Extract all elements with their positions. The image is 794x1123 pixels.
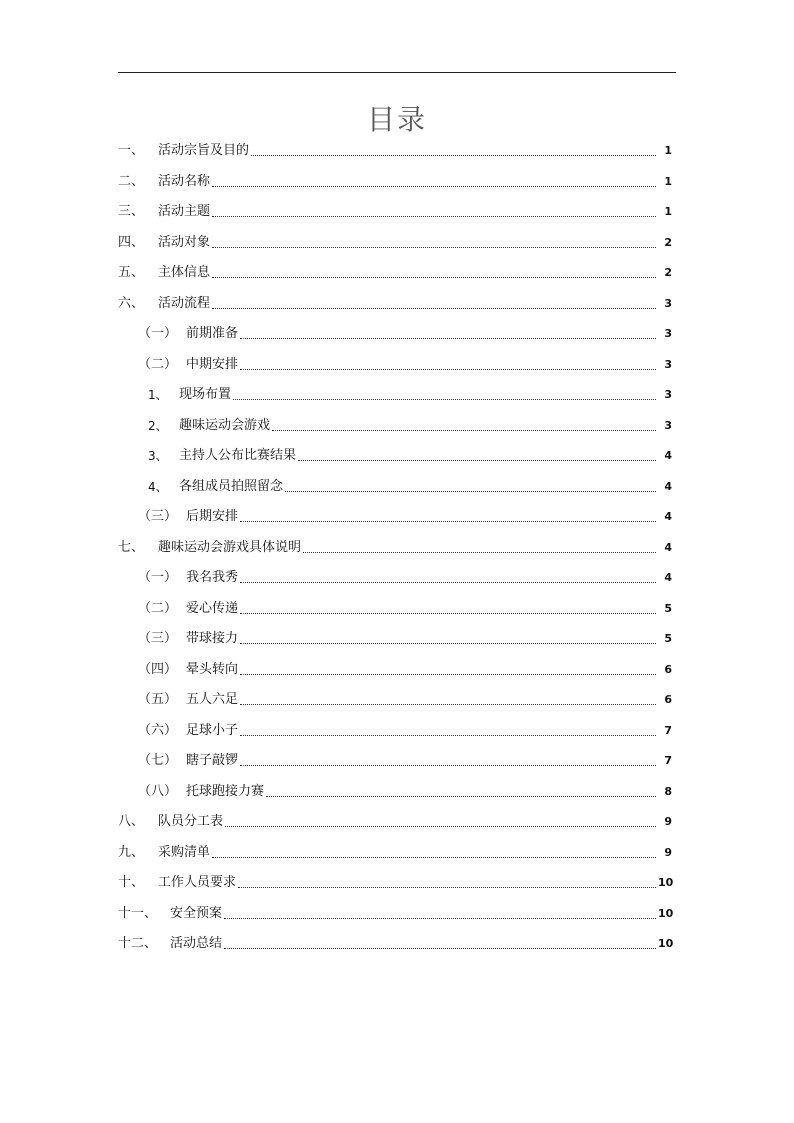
toc-entry-number: 六、 <box>118 295 145 311</box>
toc-entry-number: 4、 <box>148 479 168 494</box>
toc-entry-page-number: 3 <box>664 296 672 310</box>
toc-dot-leader <box>251 155 656 156</box>
toc-entry-label: 活动名称 <box>158 173 211 189</box>
toc-entry-page-number: 5 <box>664 632 672 645</box>
toc-entry-label: 采购清单 <box>158 844 211 860</box>
toc-entry-number: （六） <box>138 722 178 738</box>
toc-dot-leader <box>240 765 656 766</box>
toc-entry-number: 十二、 <box>118 936 158 951</box>
toc-entry[interactable] <box>0 655 794 679</box>
toc-entry-page-number: 9 <box>664 845 672 859</box>
toc-entry-number: （二） <box>138 356 178 372</box>
toc-entry-label: 前期准备 <box>186 326 239 341</box>
toc-entry-number: （一） <box>138 326 178 341</box>
toc-entry[interactable] <box>0 838 794 862</box>
toc-entry-number: 三、 <box>118 204 145 219</box>
toc-entry[interactable] <box>0 136 794 160</box>
toc-entry[interactable] <box>0 197 794 221</box>
toc-entry-number: 十、 <box>118 875 145 890</box>
toc-entry-page-number: 4 <box>664 449 672 462</box>
toc-entry-label: 安全预案 <box>170 905 223 921</box>
toc-entry-page-number: 2 <box>664 266 672 279</box>
toc-entry-number: 十一、 <box>118 905 158 921</box>
toc-entry-page-number: 4 <box>664 571 672 584</box>
toc-entry-number: 二、 <box>118 173 145 189</box>
toc-entry-page-number: 4 <box>664 479 672 493</box>
toc-dot-leader <box>224 948 656 949</box>
toc-dot-leader <box>212 857 656 858</box>
toc-entry-number: （五） <box>138 692 178 707</box>
toc-dot-leader <box>240 613 656 614</box>
toc-entry-label: 我名我秀 <box>186 570 239 585</box>
toc-entry[interactable] <box>0 685 794 709</box>
toc-entry[interactable] <box>0 716 794 740</box>
toc-entry-number: （三） <box>138 509 178 524</box>
toc-entry-number: 一、 <box>118 143 145 158</box>
toc-entry[interactable] <box>0 563 794 587</box>
toc-entry[interactable] <box>0 594 794 618</box>
toc-entry-number: 3、 <box>148 449 168 463</box>
toc-entry-number: 八、 <box>118 814 145 829</box>
toc-entry[interactable] <box>0 380 794 404</box>
toc-entry-label: 托球跑接力赛 <box>186 783 265 799</box>
toc-entry[interactable] <box>0 899 794 923</box>
toc-dot-leader <box>266 796 656 797</box>
toc-entry-label: 工作人员要求 <box>158 875 237 890</box>
toc-dot-leader <box>303 552 656 553</box>
toc-entry-page-number: 7 <box>664 754 672 767</box>
toc-entry-number: （八） <box>138 783 178 799</box>
toc-dot-leader <box>240 674 656 675</box>
toc-dot-leader <box>240 521 656 522</box>
toc-entry-page-number: 3 <box>664 357 672 371</box>
toc-entry-page-number: 4 <box>664 540 672 554</box>
toc-entry-page-number: 9 <box>664 815 672 828</box>
toc-entry[interactable] <box>0 533 794 557</box>
toc-dot-leader <box>238 887 656 888</box>
toc-dot-leader <box>212 186 656 187</box>
toc-entry-label: 主持人公布比赛结果 <box>179 448 297 463</box>
toc-entry-page-number: 1 <box>664 174 672 188</box>
toc-entry-page-number: 7 <box>664 723 672 737</box>
toc-entry-page-number: 3 <box>664 418 672 432</box>
toc-entry-page-number: 2 <box>664 235 672 249</box>
toc-entry[interactable] <box>0 746 794 770</box>
toc-dot-leader <box>240 369 656 370</box>
toc-dot-leader <box>212 308 656 309</box>
toc-entry-label: 各组成员拍照留念 <box>179 478 284 494</box>
toc-entry-number: （二） <box>138 600 178 616</box>
toc-entry-label: 活动主题 <box>158 204 211 219</box>
toc-entry-label: 活动对象 <box>158 234 211 250</box>
toc-entry-page-number: 1 <box>664 144 672 157</box>
toc-entry-number: 五、 <box>118 265 145 280</box>
header-rule <box>118 72 676 73</box>
toc-entry-label: 现场布置 <box>179 387 232 402</box>
toc-entry-page-number: 6 <box>664 662 672 676</box>
toc-entry-label: 爱心传递 <box>186 600 239 616</box>
page-title: 目录 <box>366 103 427 136</box>
toc-entry-page-number: 10 <box>658 876 674 889</box>
toc-entry-page-number: 4 <box>664 510 672 523</box>
toc-entry[interactable] <box>0 411 794 435</box>
toc-entry-number: 四、 <box>118 234 145 250</box>
toc-entry-number: （七） <box>138 753 178 768</box>
toc-entry[interactable] <box>0 472 794 496</box>
toc-entry-number: （一） <box>138 570 178 585</box>
toc-entry-label: 五人六足 <box>186 692 239 707</box>
toc-entry-label: 队员分工表 <box>158 814 224 829</box>
toc-entry[interactable] <box>0 502 794 526</box>
toc-entry[interactable] <box>0 868 794 892</box>
toc-entry-page-number: 8 <box>664 784 672 798</box>
toc-entry[interactable] <box>0 319 794 343</box>
toc-dot-leader <box>272 430 656 431</box>
toc-entry-label: 活动宗旨及目的 <box>158 143 250 158</box>
toc-entry-number: （四） <box>138 661 178 677</box>
toc-entry[interactable] <box>0 167 794 191</box>
toc-entry[interactable] <box>0 807 794 831</box>
toc-entry-page-number: 10 <box>658 906 674 920</box>
toc-entry-number: 七、 <box>118 539 145 555</box>
toc-entry-number: （三） <box>138 631 178 646</box>
toc-dot-leader <box>212 247 656 248</box>
toc-entry-label: 主体信息 <box>158 265 211 280</box>
toc-dot-leader <box>285 491 656 492</box>
toc-entry-page-number: 3 <box>664 327 672 340</box>
toc-entry-label: 中期安排 <box>186 356 239 372</box>
toc-dot-leader <box>233 399 656 400</box>
toc-entry-label: 活动流程 <box>158 295 211 311</box>
toc-dot-leader <box>212 216 656 217</box>
toc-entry[interactable] <box>0 350 794 374</box>
toc-entry-number: 2、 <box>148 418 168 433</box>
toc-entry[interactable] <box>0 289 794 313</box>
toc-entry[interactable] <box>0 777 794 801</box>
toc-entry[interactable] <box>0 929 794 953</box>
toc-entry-label: 带球接力 <box>186 631 239 646</box>
toc-entry-label: 趣味运动会游戏 <box>179 417 271 433</box>
toc-dot-leader <box>240 704 656 705</box>
toc-dot-leader <box>298 460 656 461</box>
toc-entry-label: 后期安排 <box>186 509 239 524</box>
toc-entry[interactable] <box>0 624 794 648</box>
toc-entry-label: 足球小子 <box>186 722 239 738</box>
toc-entry-label: 晕头转向 <box>186 661 239 677</box>
toc-dot-leader <box>240 735 656 736</box>
toc-entry-label: 瞎子敲锣 <box>186 753 239 768</box>
toc-entry-page-number: 5 <box>664 601 672 615</box>
toc-dot-leader <box>224 918 656 919</box>
toc-entry-number: 1、 <box>148 388 168 402</box>
toc-dot-leader <box>240 643 656 644</box>
toc-dot-leader <box>212 277 656 278</box>
toc-dot-leader <box>225 826 656 827</box>
toc-entry[interactable] <box>0 441 794 465</box>
toc-entry-page-number: 10 <box>658 937 674 950</box>
toc-dot-leader <box>240 338 656 339</box>
toc-entry[interactable] <box>0 258 794 282</box>
toc-entry-page-number: 1 <box>664 205 672 218</box>
toc-entry-number: 九、 <box>118 844 145 860</box>
toc-entry-label: 趣味运动会游戏具体说明 <box>158 539 302 555</box>
toc-entry-label: 活动总结 <box>170 936 223 951</box>
toc-entry[interactable] <box>0 228 794 252</box>
toc-entry-page-number: 3 <box>664 388 672 401</box>
toc-entry-page-number: 6 <box>664 693 672 706</box>
toc-dot-leader <box>240 582 656 583</box>
